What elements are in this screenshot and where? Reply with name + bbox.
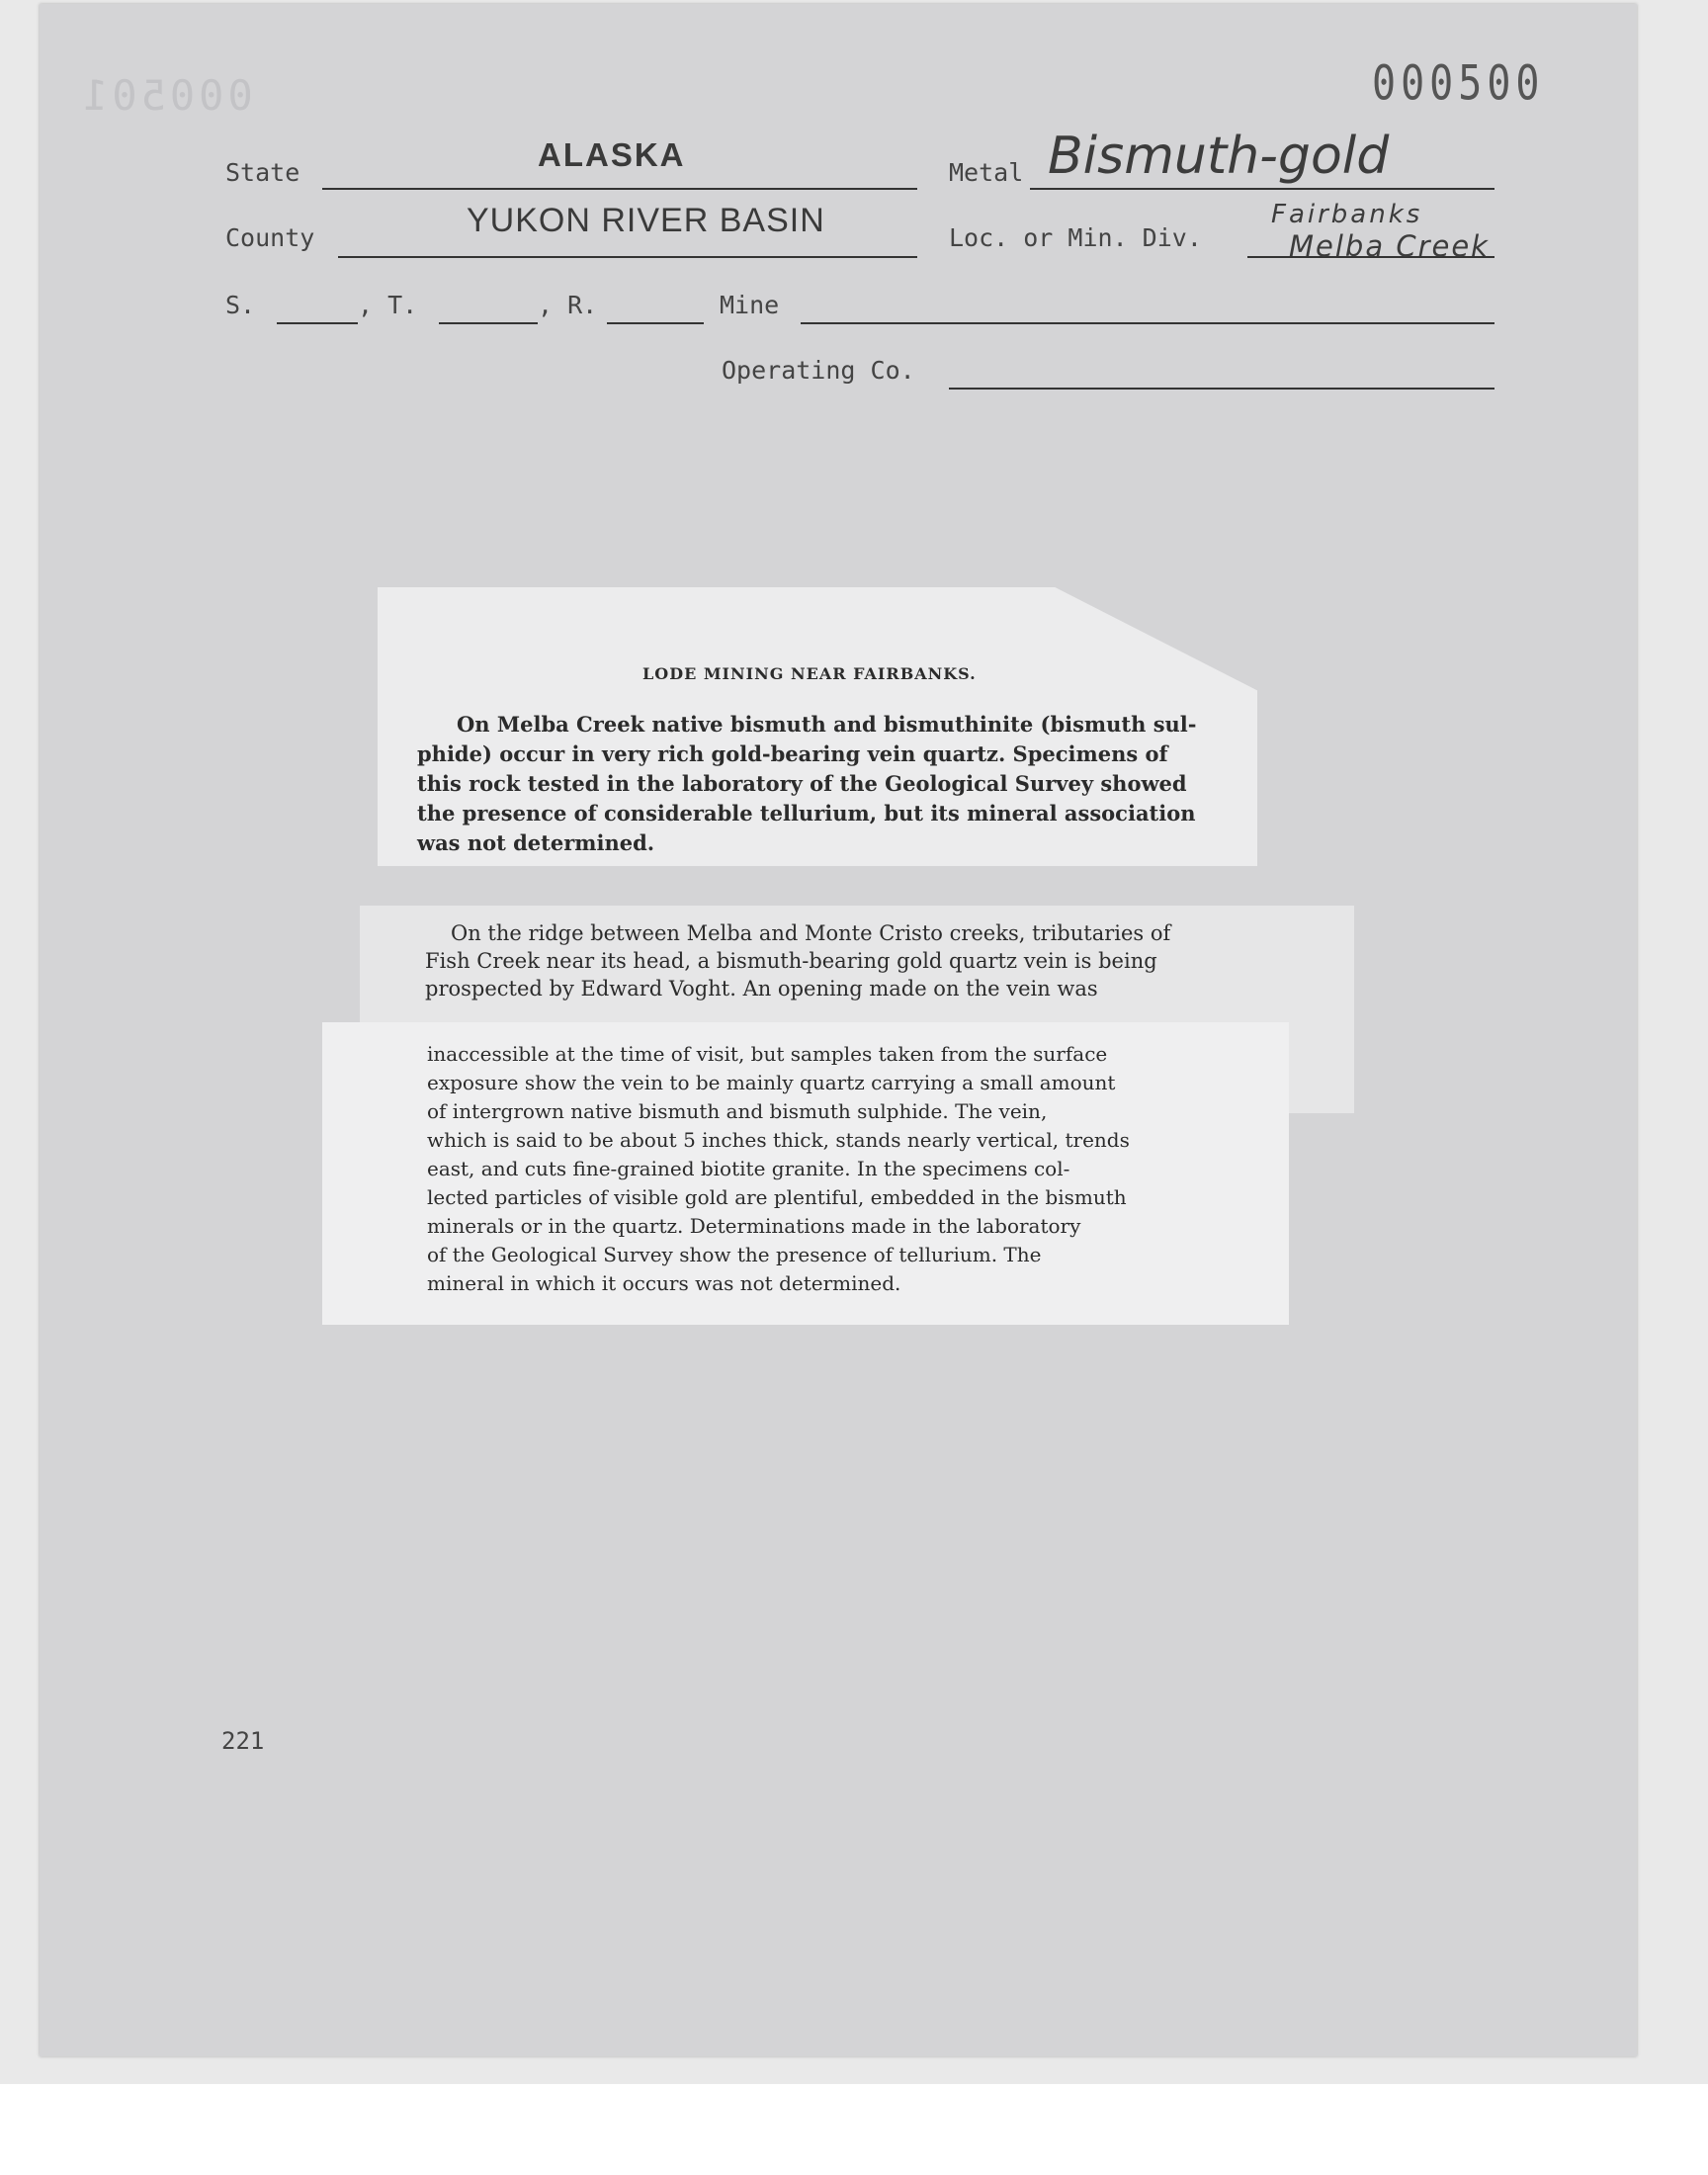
clipping-line: east, and cuts fine-grained biotite granite. In the specimens col-: [427, 1157, 1070, 1180]
state-value: ALASKA: [538, 136, 686, 173]
clipping-line: phide) occur in very rich gold-bearing vein quartz. Specimens of: [417, 741, 1168, 766]
metal-value: Bismuth-gold: [1048, 127, 1390, 186]
r-label: , R.: [538, 291, 598, 319]
clipping-line: On Melba Creek native bismuth and bismuthinite (bismuth sul-: [457, 712, 1197, 737]
clipping-line: Fish Creek near its head, a bismuth-bearing gold quartz vein is being: [425, 949, 1157, 973]
county-value: YUKON RIVER BASIN: [467, 202, 825, 239]
metal-line: [1030, 188, 1494, 190]
clipping-line: which is said to be about 5 inches thick, stands nearly vertical, trends: [427, 1128, 1130, 1152]
t-label: , T.: [358, 291, 418, 319]
loc-value-1: Fairbanks: [1271, 200, 1423, 229]
mine-label: Mine: [720, 291, 780, 319]
clipping-line: was not determined.: [417, 830, 655, 855]
bleed-through-number: 000501: [79, 71, 253, 120]
clipping-line: mineral in which it occurs was not determined.: [427, 1271, 901, 1295]
clipping-line: On the ridge between Melba and Monte Cristo creeks, tributaries of: [451, 921, 1171, 945]
page-number: 221: [221, 1727, 265, 1755]
county-line: [338, 256, 917, 258]
operating-line: [949, 388, 1494, 390]
clipping-line: minerals or in the quartz. Determinations made in the laboratory: [427, 1214, 1081, 1238]
r-line: [607, 322, 704, 324]
county-label: County: [225, 223, 315, 252]
s-label: S.: [225, 291, 256, 319]
state-line: [322, 188, 917, 190]
clipping-title: LODE MINING NEAR FAIRBANKS.: [642, 664, 977, 683]
clipping-line: lected particles of visible gold are plentiful, embedded in the bismuth: [427, 1185, 1127, 1209]
clipping-lode-mining-text: [417, 710, 1218, 858]
loc-value-2: Melba Creek: [1289, 229, 1490, 263]
clipping-line: this rock tested in the laboratory of the Geological Survey showed: [417, 771, 1187, 796]
clipping-line: the presence of considerable tellurium, but its mineral association: [417, 801, 1196, 826]
operating-label: Operating Co.: [722, 356, 915, 385]
serial-number: 000500: [1372, 56, 1545, 112]
clipping-ridge-text: [425, 919, 1216, 1002]
t-line: [439, 322, 538, 324]
clipping-line: exposure show the vein to be mainly quartz carrying a small amount: [427, 1071, 1116, 1094]
loc-label: Loc. or Min. Div.: [949, 223, 1202, 252]
clipping-line: of the Geological Survey show the presence of tellurium. The: [427, 1243, 1042, 1266]
clipping-line: prospected by Edward Voght. An opening made on the vein was: [425, 977, 1098, 1000]
clipping-line: of intergrown native bismuth and bismuth sulphide. The vein,: [427, 1099, 1048, 1123]
state-label: State: [225, 158, 300, 187]
metal-label: Metal: [949, 158, 1024, 187]
clipping-vein-text: [427, 1040, 1218, 1298]
mine-line: [801, 322, 1494, 324]
s-line: [277, 322, 358, 324]
clipping-line: inaccessible at the time of visit, but samples taken from the surface: [427, 1042, 1108, 1066]
